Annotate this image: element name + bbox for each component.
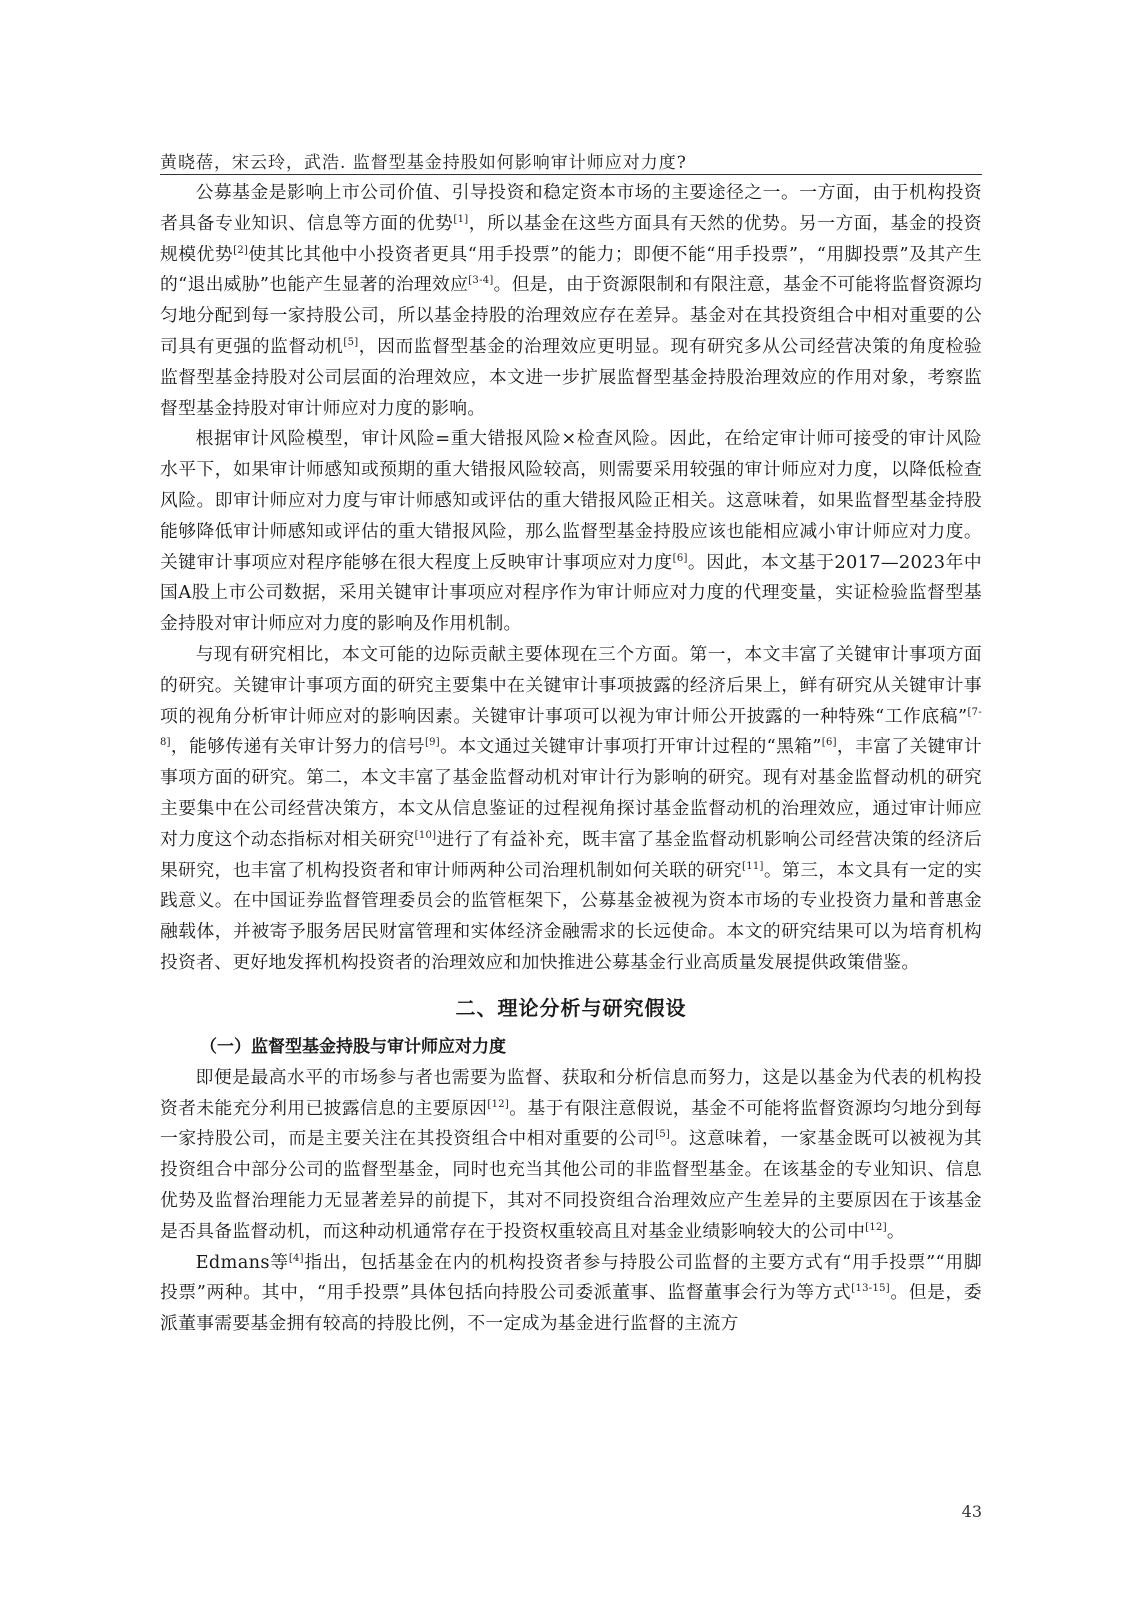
citation: [9] (424, 737, 441, 749)
citation: [6] (821, 737, 837, 749)
body-text (160, 178, 982, 1340)
text-run: Edmans等 (195, 1251, 289, 1273)
citation: [2] (233, 244, 249, 256)
citation: [11] (742, 860, 764, 872)
paragraph (160, 640, 982, 979)
text-run: 指出，包括基金在内的机构投资者参与持股公司监督的主要方式有“用手投票”“用脚投票”两种。其中，“用手投票”具体包括向持股公司委派董事、监督董事会行为等方式 (160, 1251, 982, 1304)
subsection-title: （一）监督型基金持股与审计师应对力度 (200, 1036, 506, 1057)
text-run: ，丰富了关键审计事项方面的研究。第二，本文丰富了基金监督动机对审计行为影响的研究。现有对基金监督动机的研究主要集中在公司经营决策方，本文从信息鉴证的过程视角探讨基金监督动机的治理效应，通过审计师应对力度这个动态指标对相关研究 (160, 736, 983, 850)
citation: [12] (865, 1221, 887, 1233)
text-run: 。 (886, 1220, 905, 1242)
text-run: 。但是，由于资源限制和有限注意，基金不可能将监督资源均匀地分配到每一家持股公司，所以基金持股的治理效应存在差异。基金对在其投资组合中相对重要的公司具有更强的监督动机 (160, 274, 982, 357)
header-rule (160, 174, 982, 175)
citation: [12] (487, 1098, 510, 1110)
text-run: 。但是，委派董事需要基金拥有较高的持股比例，不一定成为基金进行监督的主流方 (160, 1282, 982, 1335)
citation: [5] (343, 337, 359, 349)
citation: [4] (288, 1252, 304, 1264)
page-number: 43 (961, 1502, 982, 1521)
citation: [10] (414, 829, 437, 841)
text-run: 进行了有益补充，既丰富了基金监督动机影响公司经营决策的经济后果研究，也丰富了机构投资者和审计师两种公司治理机制如何关联的研究 (160, 828, 982, 881)
text-run: 。本文通过关键审计事项打开审计过程的“黑箱” (440, 736, 822, 758)
paragraph (160, 178, 982, 424)
intro-paragraphs (160, 178, 982, 979)
text-run: 。因此，本文基于2017—2023年中国A股上市公司数据，采用关键审计事项应对程序作为审计师应对力度的代理变量，实证检验监督型基金持股对审计师应对力度的影响及作用机制。 (160, 551, 982, 635)
citation: [3-4] (468, 275, 494, 287)
citation: [5] (655, 1129, 671, 1141)
citation: [13-15] (851, 1283, 891, 1295)
text-run: ，能够传递有关审计努力的信号 (170, 736, 425, 758)
paragraph (160, 1063, 982, 1248)
text-run: 根据审计风险模型，审计风险=重大错报风险×检查风险。因此，在给定审计师可接受的审计风险水平下，如果审计师感知或预期的重大错报风险较高，则需要采用较强的审计师应对力度，以降低检查风险。即审计师应对力度与审计师感知或评估的重大错报风险正相关。这意味着，如果监督型基金持股能够降低审计师感知或评估的重大错报风险，那么监督型基金持股应该也能相应减小审计师应对力度。关键审计事项应对程序能够在很大程度上反映审计事项应对力度 (160, 428, 982, 573)
text-run: 。基于有限注意假说，基金不可能将监督资源均匀地分到每一家持股公司，而是主要关注在其投资组合中相对重要的公司 (160, 1097, 982, 1150)
citation: [7-8] (160, 706, 982, 749)
text-run: 。这意味着，一家基金既可以被视为其投资组合中部分公司的监督型基金，同时也充当其他公司的非监督型基金。在该基金的专业知识、信息优势及监督治理能力无显著差异的前提下，其对不同投资组合治理效应产生差异的主要原因在于该基金是否具备监督动机，而这种动机通常存在于投资权重较高且对基金业绩影响较大的公司中 (160, 1128, 982, 1242)
text-run: 与现有研究相比，本文可能的边际贡献主要体现在三个方面。第一，本文丰富了关键审计事项方面的研究。关键审计事项方面的研究主要集中在关键审计事项披露的经济后果上，鲜有研究从关键审计事项的视角分析审计师应对的影响因素。关键审计事项可以视为审计师公开披露的一种特殊“工作底稿” (160, 643, 982, 727)
section-paragraphs (160, 1063, 982, 1340)
text-run: ，所以基金在这些方面具有天然的优势。另一方面，基金的投资规模优势 (160, 212, 982, 265)
text-run: ，因而监督型基金的治理效应更明显。现有研究多从公司经营决策的角度检验监督型基金持股对公司层面的治理效应，本文进一步扩展监督型基金持股治理效应的作用对象，考察监督型基金持股对审计师应对力度的影响。 (160, 335, 982, 419)
text-run: 即便是最高水平的市场参与者也需要为监督、获取和分析信息而努力，这是以基金为代表的机构投资者未能充分利用已披露信息的主要原因 (160, 1066, 982, 1119)
citation: [1] (453, 213, 469, 225)
text-run: 。第三，本文具有一定的实践意义。在中国证券监督管理委员会的监管框架下，公募基金被视为资本市场的专业投资力量和普惠金融载体，并被寄予服务居民财富管理和实体经济金融需求的长远使命。本文的研究结果可以为培育机构投资者、更好地发挥机构投资者的治理效应和加快推进公募基金行业高质量发展提供政策借鉴。 (160, 859, 982, 973)
section-title: 二、理论分析与研究假设 (455, 995, 687, 1020)
text-run: 公募基金是影响上市公司价值、引导投资和稳定资本市场的主要途径之一。一方面，由于机构投资者具备专业知识、信息等方面的优势 (160, 182, 982, 234)
running-header: 黄晓蓓，宋云玲，武浩. 监督型基金持股如何影响审计师应对力度? (160, 153, 687, 173)
paragraph (160, 424, 982, 640)
paragraph (160, 1248, 982, 1340)
text-run: 使其比其他中小投资者更具“用手投票”的能力；即便不能“用手投票”，“用脚投票”及其产生的“退出威胁”也能产生显著的治理效应 (160, 243, 982, 296)
citation: [6] (672, 552, 688, 564)
